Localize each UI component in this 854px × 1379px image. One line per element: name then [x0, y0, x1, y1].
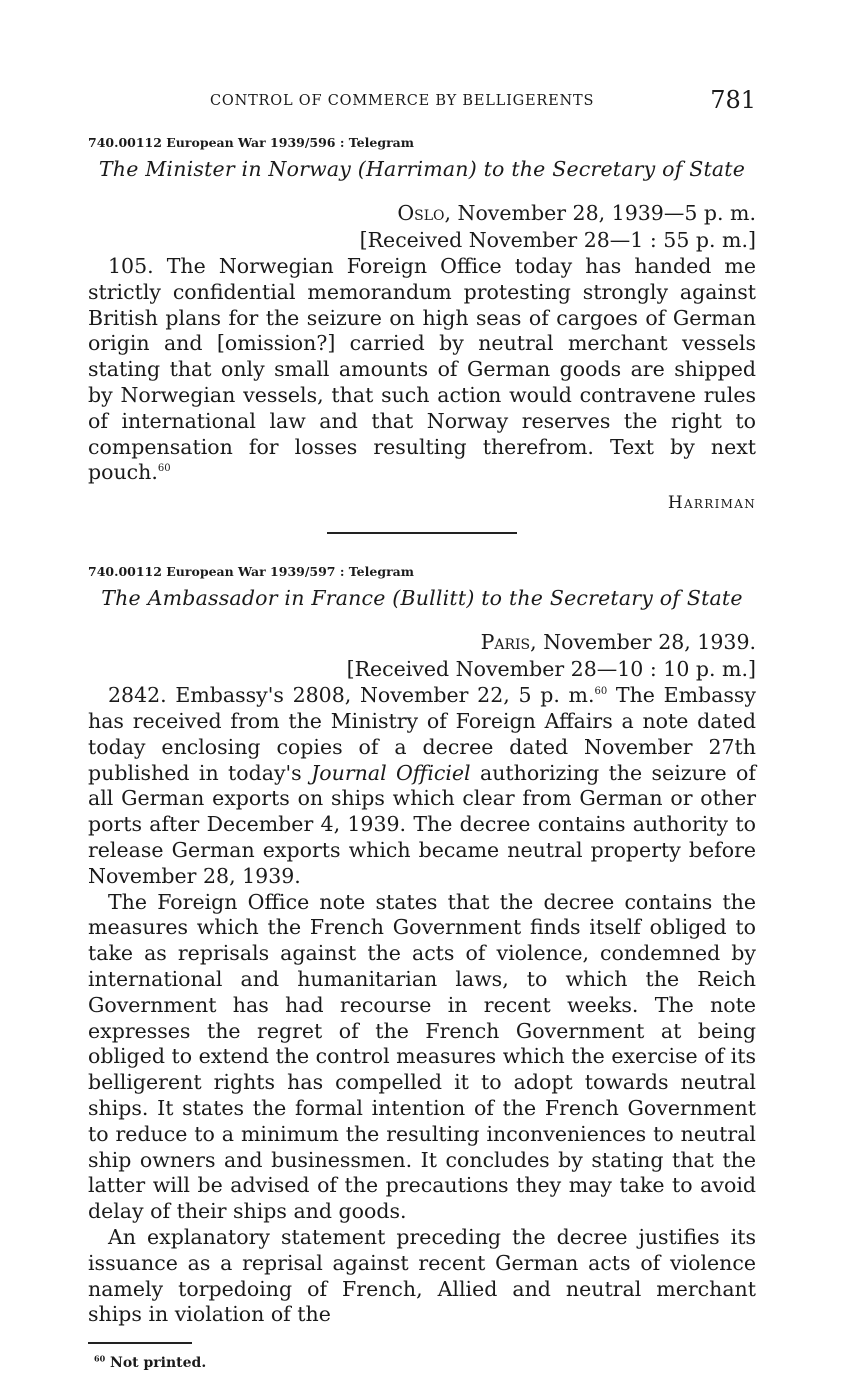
running-header [88, 88, 756, 118]
footnote-number: 60 [94, 1353, 106, 1364]
file-reference: 740.00112 European War 1939/596 : Telegram [88, 135, 414, 150]
section-divider [327, 532, 517, 534]
heading-text: ) to the Secretary of State [468, 157, 746, 181]
dateline [88, 629, 756, 656]
document-harriman [88, 135, 756, 517]
signature: Harriman [667, 493, 756, 514]
paragraph-text: authorizing the seizure of all German exports on ships which clear from German or other ports after December 4, 1939. The decree contains authority to release German exports which became neutral property before November 28, 1939. [88, 760, 756, 888]
document-heading [88, 584, 756, 612]
place: Oslo [397, 201, 445, 225]
page-number: 781 [710, 86, 756, 114]
body-paragraph: The Foreign Office note states that the decree contains the measures which the French Government finds itself obliged to take as reprisals against the acts of violence, condemned by international and humanitarian laws, to which the Reich Government has had recourse in recent weeks. The note expresses the regret of the French Government at being obliged to extend the control measures which the exercise of its belligerent rights has compelled it to adopt towards neutral ships. It states the formal intention of the French Government to reduce to a minimum the resulting inconveniences to neutral ship owners and businessmen. It concludes by stating that the latter will be advised of the precautions they may take to avoid delay of their ships and goods. [88, 889, 756, 1224]
date: , November 28, 1939. [530, 630, 756, 655]
place: Paris [480, 630, 531, 655]
dateline [88, 200, 756, 227]
document-bullitt [88, 564, 756, 1328]
footnote-text: Not printed. [110, 1355, 207, 1372]
footnote-marker: 60 [157, 463, 171, 475]
footnote-marker: 60 [594, 686, 608, 698]
heading-text: The Ambassador in France ( [101, 586, 401, 611]
publication-title: Journal Officiel [311, 760, 471, 785]
heading-text: ) to the Secretary of State [466, 586, 743, 611]
document-page [88, 88, 756, 1371]
heading-text: The Minister in Norway ( [98, 157, 366, 181]
body-paragraph [88, 254, 756, 486]
heading-name: Bullitt [400, 586, 467, 611]
paragraph-text: 2842. Embassy's 2808, November 22, 5 p. m. [108, 683, 595, 708]
footnote-divider [88, 1342, 192, 1344]
heading-name: Harriman [365, 157, 469, 181]
body-paragraph: An explanatory statement preceding the decree justifies its issuance as a reprisal against recent German acts of violence namely torpedoing of French, Allied and neutral merchant ships in violation of the [88, 1224, 756, 1327]
received-line: [Received November 28—1 : 55 p. m.] [359, 228, 756, 252]
file-reference: 740.00112 European War 1939/597 : Telegram [88, 564, 414, 580]
received-line: [Received November 28—10 : 10 p. m.] [346, 657, 756, 682]
footnote [94, 1355, 756, 1371]
body-paragraph [88, 683, 756, 889]
paragraph-text: The Embassy has received from the Ministry of Foreign Affairs a note dated today enclosing copies of a decree dated November 27th published in today's [88, 683, 756, 785]
date: , November 28, 1939—5 p. m. [444, 201, 756, 225]
document-heading [88, 155, 756, 183]
running-title: CONTROL OF COMMERCE BY BELLIGERENTS [210, 93, 595, 109]
paragraph-text: 105. The Norwegian Foreign Office today has handed me strictly confidential memorandum protesting strongly against British plans for the seizure on high seas of cargoes of German origin and [omission?] carried by neutral merchant vessels stating that only small amounts of German goods are shipped by Norwegian vessels, that such action would contravene rules of international law and that Norway reserves the right to compensation for losses resulting therefrom. Text by next pouch. [88, 254, 756, 485]
